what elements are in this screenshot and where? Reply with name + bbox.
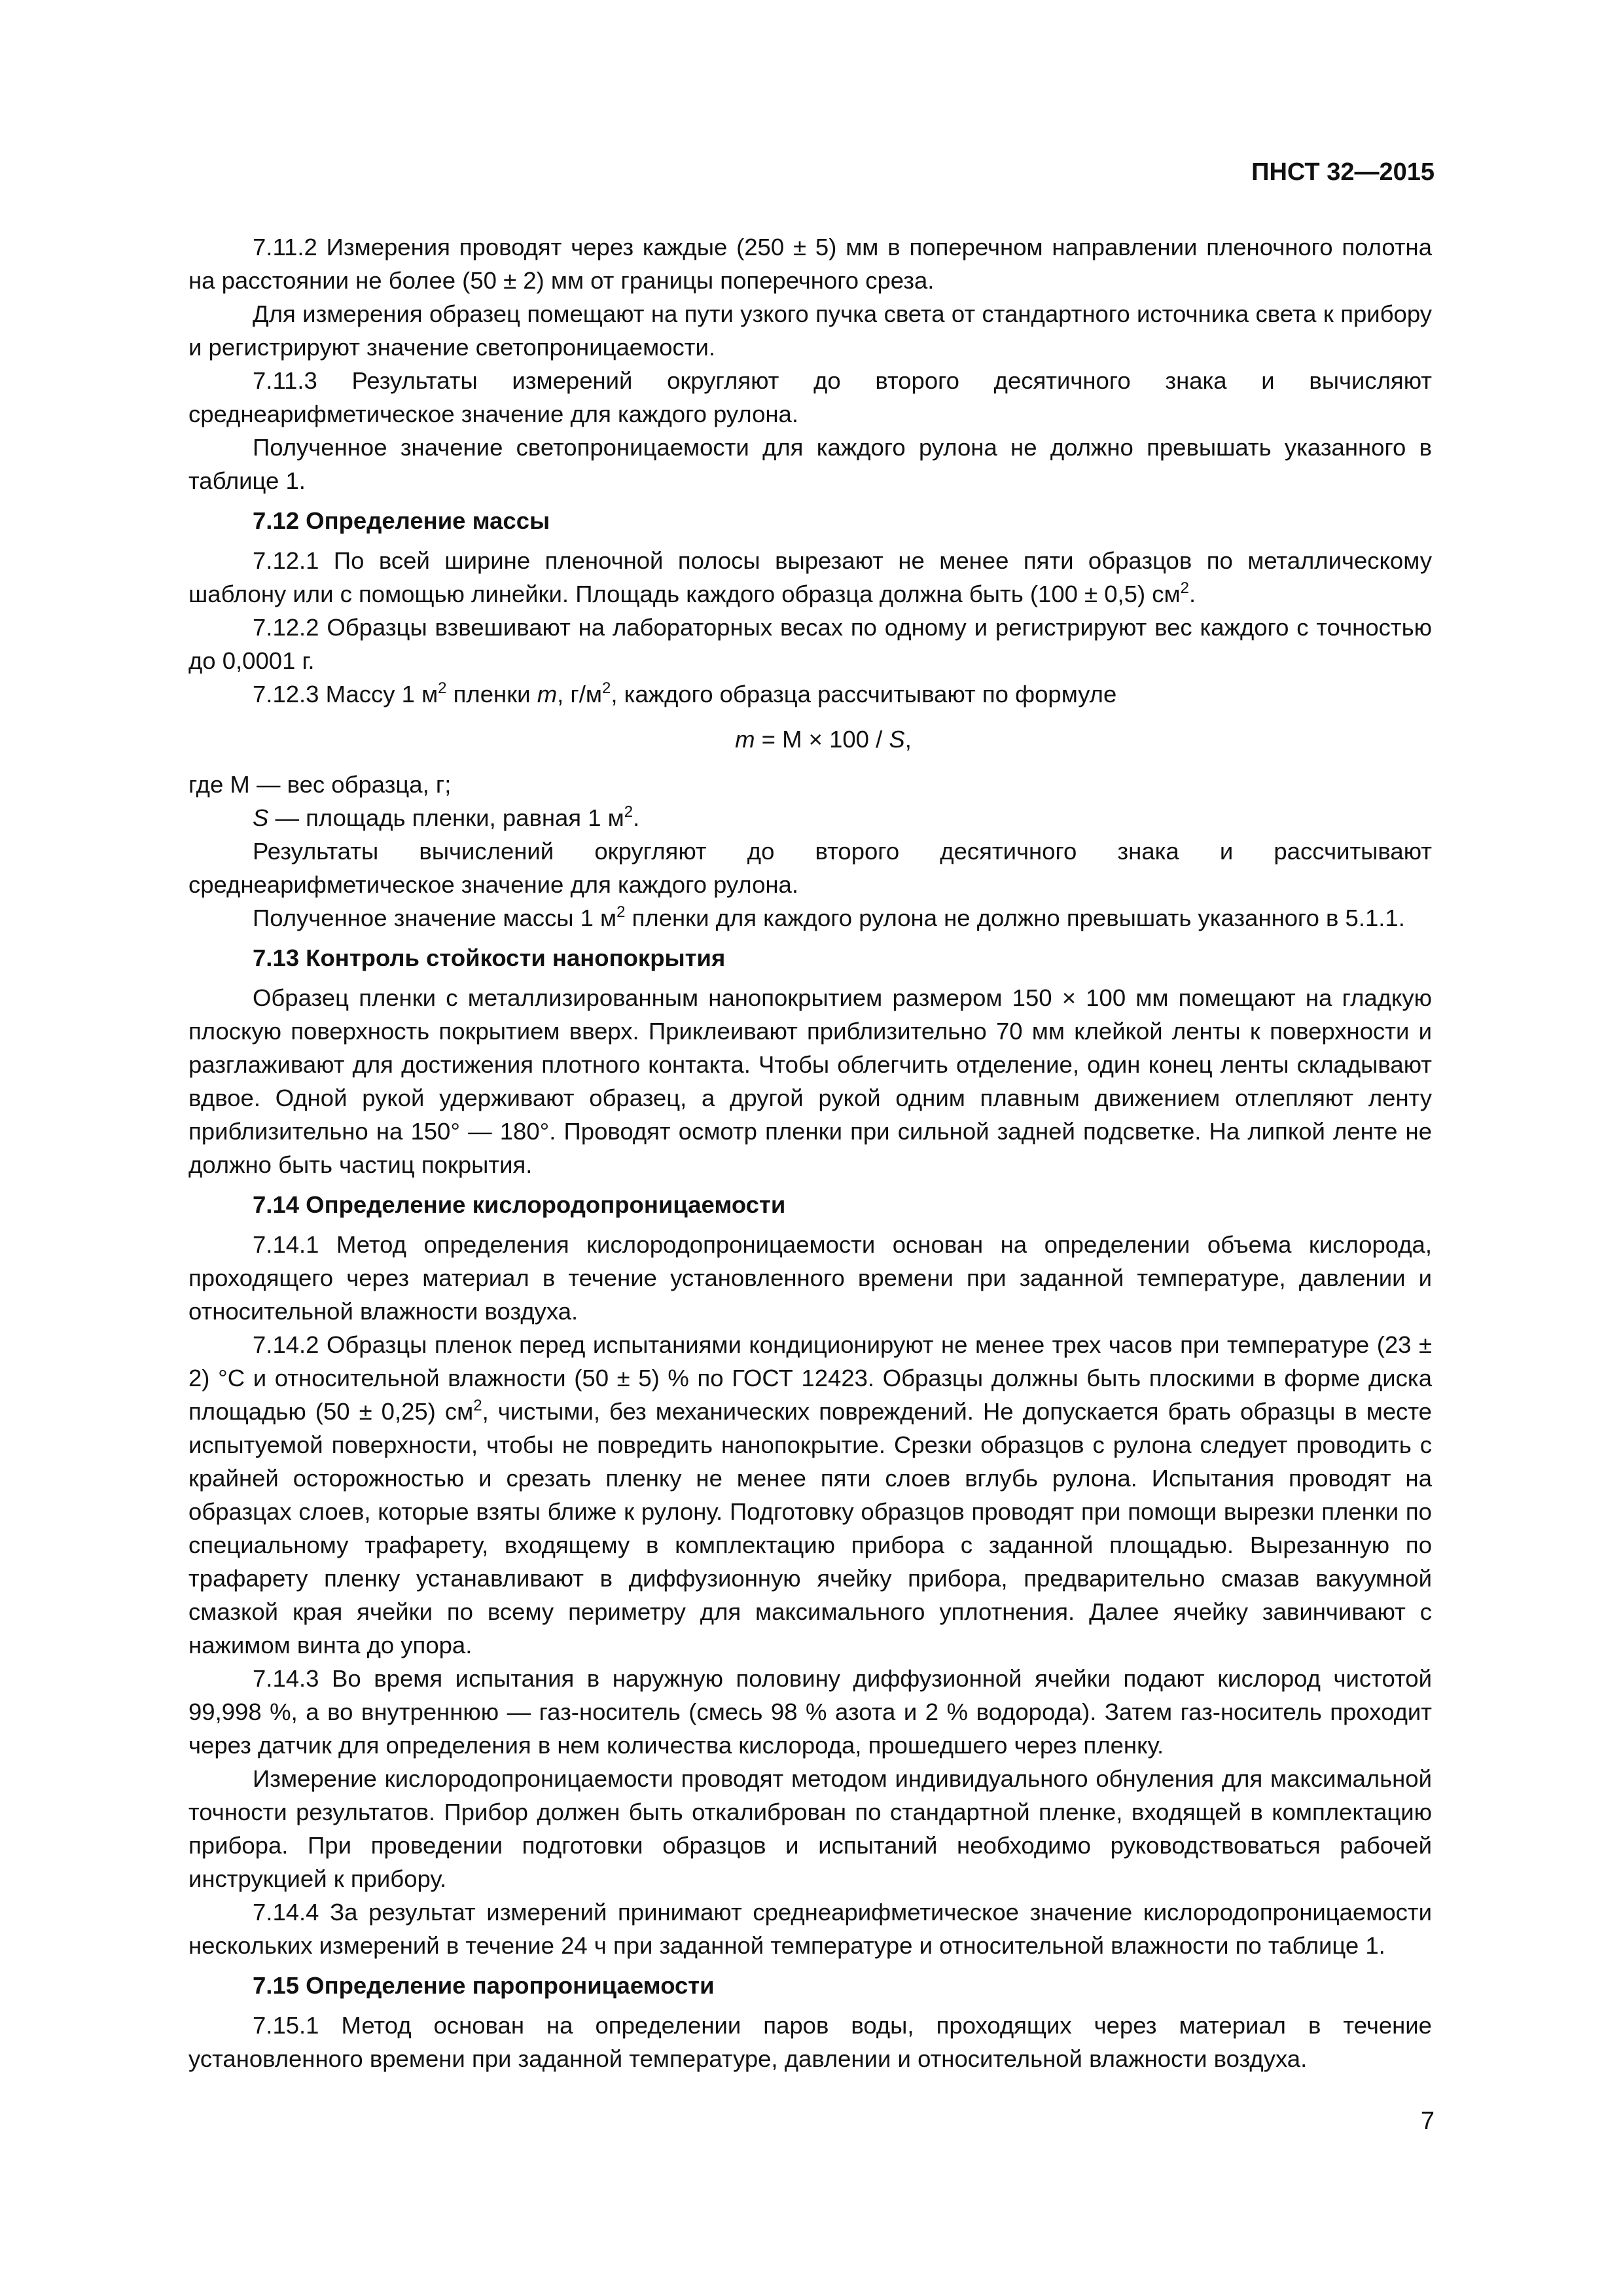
heading-7-12: 7.12 Определение массы: [253, 507, 550, 534]
mass-formula: m = M × 100 / S,: [735, 726, 912, 753]
paragraph-7-14-3: 7.14.3 Во время испытания в наружную половину диффузионной ячейки подают кислород чистотой 99,998 %, а во внутреннюю — газ-носитель (смесь 98 % азота и 2 % водорода). Затем газ-носитель проходит через датчик для определения в нем количества кислорода, прошедшего через пленку.: [188, 1665, 1432, 1759]
heading-7-15: 7.15 Определение паропроницаемости: [253, 1972, 715, 1999]
paragraph-oxygen-measurement: Измерение кислородопроницаемости проводят методом индивидуального обнуления для максимальной точности результатов. Прибор должен быть откалиброван по стандартной пленке, входящей в комплектацию прибора. При проведении подготовки образцов и испытаний необходимо руководствоваться рабочей инструкцией к прибору.: [188, 1765, 1432, 1892]
paragraph-7-15-1: 7.15.1 Метод основан на определении паров воды, проходящих через материал в течение установленного времени при заданной температуре, давлении и относительной влажности воздуха.: [188, 2012, 1432, 2072]
paragraph-measurement: Для измерения образец помещают на пути узкого пучка света от стандартного источника света к прибору и регистрируют значение светопроницаемости.: [188, 300, 1432, 361]
paragraph-transmittance-limit: Полученное значение светопроницаемости для каждого рулона не должно превышать указанного в таблице 1.: [188, 434, 1432, 494]
paragraph-7-12-3: 7.12.3 Массу 1 $м^2$ пленки m, $г/м^2$, каждого образца рассчитывают по формуле: [253, 679, 1117, 708]
paragraph-rounding: Результаты вычислений округляют до второго десятичного знака и рассчитывают среднеарифметическое значение для каждого рулона.: [188, 838, 1432, 898]
where-s: S — площадь пленки, равная 1 $м^2$.: [253, 803, 640, 831]
document-body: [188, 230, 1432, 2075]
paragraph-7-13: Образец пленки с металлизированным нанопокрытием размером 150 × 100 мм помещают на гладкую плоскую поверхность покрытием вверх. Приклеивают приблизительно 70 мм клейкой ленты к поверхности и разглаживают для достижения плотного контакта. Чтобы облегчить отделение, один конец ленты складывают вдвое. Одной рукой удерживают образец, а другой рукой одним плавным движением отлепляют ленту приблизительно на 150° — 180°. Проводят осмотр пленки при сильной задней подсветке. На липкой ленте не должно быть частиц покрытия.: [188, 984, 1432, 1178]
heading-7-14: 7.14 Определение кислородопроницаемости: [253, 1191, 786, 1218]
paragraph-7-14-4: 7.14.4 За результат измерений принимают среднеарифметическое значение кислородопроницаемости нескольких измерений в течение 24 ч при заданной температуре и относительной влажности по таблице 1.: [188, 1899, 1432, 1959]
document-code: ПНСТ 32—2015: [1251, 158, 1435, 186]
paragraph-7-12-2: 7.12.2 Образцы взвешивают на лабораторных весах по одному и регистрируют вес каждого с точностью до 0,0001 г.: [188, 614, 1432, 674]
heading-7-13: 7.13 Контроль стойкости нанопокрытия: [253, 944, 726, 971]
paragraph-7-11-3: 7.11.3 Результаты измерений округляют до второго десятичного знака и вычисляют среднеарифметическое значение для каждого рулона.: [188, 367, 1432, 427]
paragraph-7-11-2: 7.11.2 Измерения проводят через каждые (250 ± 5) мм в поперечном направлении пленочного полотна на расстоянии не более (50 ± 2) мм от границы поперечного среза.: [188, 234, 1432, 294]
paragraph-7-12-1: 7.12.1 По всей ширине пленочной полосы вырезают не менее пяти образцов по металлическому шаблону или с помощью линейки. Площадь каждого образца должна быть (100 ± 0,5) $см^2$.: [188, 547, 1432, 607]
paragraph-mass-limit: Полученное значение массы 1 $м^2$ пленки для каждого рулона не должно превышать указанного в 5.1.1.: [253, 903, 1405, 931]
page-number: 7: [1420, 2108, 1435, 2135]
where-m: где М — вес образца, г;: [188, 771, 452, 798]
paragraph-7-14-1: 7.14.1 Метод определения кислородопроницаемости основан на определении объема кислорода, проходящего через материал в течение установленного времени при заданной температуре, давлении и относительной влажности воздуха.: [188, 1231, 1432, 1325]
paragraph-7-14-2: 7.14.2 Образцы пленок перед испытаниями кондиционируют не менее трех часов при температуре (23 ± 2) °С и относительной влажности (50 ± 5) % по ГОСТ 12423. Образцы должны быть плоскими в форме диска площадью (50 ± 0,25) $см^2$, чистыми, без механических повреждений. Не допускается брать образцы в месте испытуемой поверхности, чтобы не повредить нанопокрытие. Срезки образцов с рулона следует проводить с крайней осторожностью и срезать пленку не менее пяти слоев вглубь рулона. Испытания проводят на образцах слоев, которые взяты ближе к рулону. Подготовку образцов проводят при помощи вырезки пленки по специальному трафарету, входящему в комплектацию прибора с заданной площадью. Вырезанную по трафарету пленку устанавливают в диффузионную ячейку прибора, предварительно смазав вакуумной смазкой края ячейки по всему периметру для максимального уплотнения. Далее ячейку завинчивают с нажимом винта до упора.: [188, 1331, 1432, 1659]
